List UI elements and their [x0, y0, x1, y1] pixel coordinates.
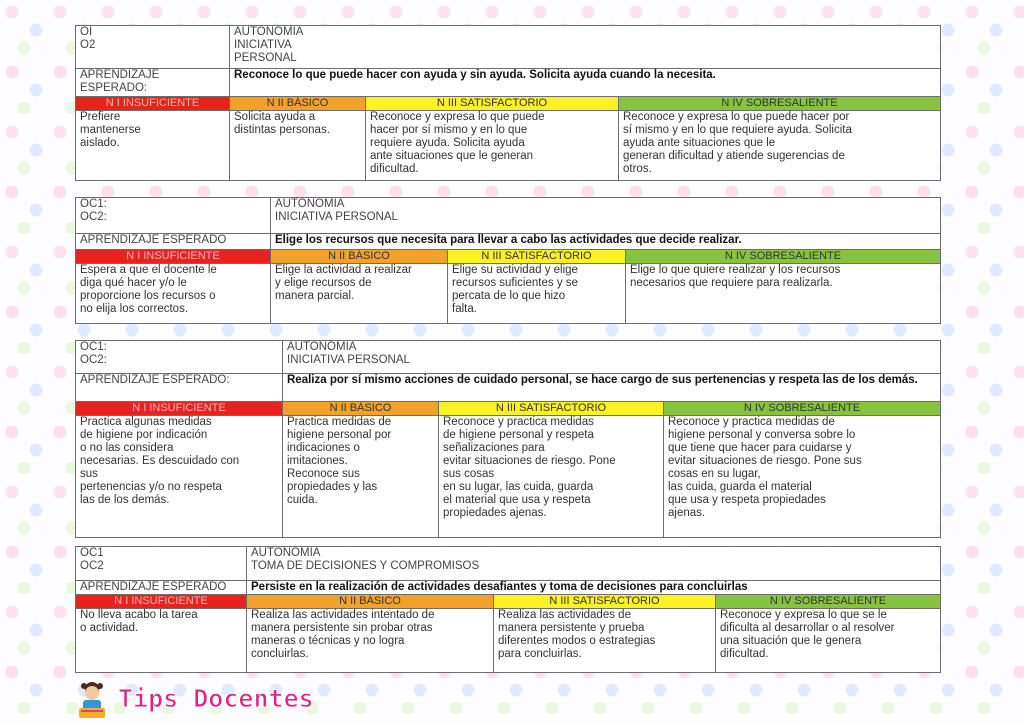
desc-satisfactorio: Elige su actividad y elige recursos suficientes y se percata de lo que hizo falta.	[448, 264, 626, 324]
level-sobresaliente-header: N IV SOBRESALIENTE	[619, 97, 941, 111]
level-insuficiente-header: N I INSUFICIENTE	[76, 97, 230, 111]
aprendizaje-label: APRENDIZAJE ESPERADO:	[76, 69, 230, 97]
level-satisfactorio-header: N III SATISFACTORIO	[494, 595, 716, 609]
aprendizaje-esperado: Persiste en la realización de actividades desafiantes y toma de decisiones para concluirlas	[247, 581, 941, 595]
rubric-table-1	[75, 25, 941, 181]
level-insuficiente-header: N I INSUFICIENTE	[76, 402, 283, 416]
tips-docentes-logo	[72, 680, 332, 720]
desc-basico: Elige la actividad a realizar y elige recursos de manera parcial.	[271, 264, 448, 324]
oc-cell: OC1 OC2	[76, 547, 247, 581]
level-satisfactorio-header: N III SATISFACTORIO	[448, 250, 626, 264]
aprendizaje-label: APRENDIZAJE ESPERADO	[76, 234, 271, 250]
aprendizaje-esperado: Elige los recursos que necesita para llevar a cabo las actividades que decide realizar.	[271, 234, 941, 250]
student-mascot-icon	[72, 680, 112, 720]
area-cell: AUTONOMIA INICIATIVA PERSONAL	[271, 198, 941, 234]
aprendizaje-label: APRENDIZAJE ESPERADO:	[76, 374, 283, 402]
area-cell: AUTONOMIA INICIATIVA PERSONAL	[283, 341, 941, 374]
desc-satisfactorio: Reconoce y practica medidas de higiene personal y respeta señalizaciones para evitar situaciones de riesgo. Pone sus cosas en su lugar, las cuida, guarda el material que usa y respeta propiedades ajenas.	[439, 416, 664, 538]
level-basico-header: N II BÁSICO	[283, 402, 439, 416]
desc-sobresaliente: Reconoce y expresa lo que puede hacer por sí mismo y en lo que requiere ayuda. Solicita ayuda ante situaciones que le generan dificultad y atiende sugerencias de otros.	[619, 111, 941, 181]
level-insuficiente-header: N I INSUFICIENTE	[76, 250, 271, 264]
aprendizaje-esperado: Reconoce lo que puede hacer con ayuda y sin ayuda. Solicita ayuda cuando la necesita.	[230, 69, 941, 97]
desc-basico: Solicita ayuda a distintas personas.	[230, 111, 366, 181]
level-satisfactorio-header: N III SATISFACTORIO	[366, 97, 619, 111]
desc-insuficiente: Prefiere mantenerse aislado.	[76, 111, 230, 181]
desc-satisfactorio: Realiza las actividades de manera persistente y prueba diferentes modos o estrategias para concluirlas.	[494, 609, 716, 673]
level-sobresaliente-header: N IV SOBRESALIENTE	[664, 402, 941, 416]
rubric-table-2	[75, 197, 941, 324]
rubric-table-4	[75, 546, 941, 673]
desc-sobresaliente: Reconoce y expresa lo que se le dificulta al desarrollar o al resolver una situación que le genera dificultad.	[716, 609, 941, 673]
desc-insuficiente: Espera a que el docente le diga qué hacer y/o le proporcione los recursos o no elija los correctos.	[76, 264, 271, 324]
desc-basico: Practica medidas de higiene personal por indicaciones o imitaciones. Reconoce sus propiedades y las cuida.	[283, 416, 439, 538]
desc-sobresaliente: Elige lo que quiere realizar y los recursos necesarios que requiere para realizarla.	[626, 264, 941, 324]
level-sobresaliente-header: N IV SOBRESALIENTE	[626, 250, 941, 264]
desc-insuficiente: Practica algunas medidas de higiene por indicación o no las considera necesarias. Es descuidado con sus pertenencias y/o no respeta las de los demás.	[76, 416, 283, 538]
level-sobresaliente-header: N IV SOBRESALIENTE	[716, 595, 941, 609]
oc-cell: OI O2	[76, 26, 230, 69]
logo-text: Tips Docentes	[118, 684, 314, 713]
level-satisfactorio-header: N III SATISFACTORIO	[439, 402, 664, 416]
level-basico-header: N II BÁSICO	[247, 595, 494, 609]
desc-basico: Realiza las actividades intentado de manera persistente sin probar otras maneras o técnicas y no logra concluirlas.	[247, 609, 494, 673]
level-basico-header: N II BÁSICO	[230, 97, 366, 111]
level-insuficiente-header: N I INSUFICIENTE	[76, 595, 247, 609]
area-cell: AUTONOMIA TOMA DE DECISIONES Y COMPROMISOS	[247, 547, 941, 581]
oc-cell: OC1: OC2:	[76, 341, 283, 374]
desc-satisfactorio: Reconoce y expresa lo que puede hacer por sí mismo y en lo que requiere ayuda. Solicita ayuda ante situaciones que le generan dificultad.	[366, 111, 619, 181]
desc-sobresaliente: Reconoce y practica medidas de higiene personal y conversa sobre lo que tiene que hacer para cuidarse y evitar situaciones de riesgo. Pone sus cosas en su lugar, las cuida, guarda el material que usa y respeta propiedades ajenas.	[664, 416, 941, 538]
rubric-table-3	[75, 340, 941, 538]
aprendizaje-label: APRENDIZAJE ESPERADO	[76, 581, 247, 595]
aprendizaje-esperado: Realiza por sí mismo acciones de cuidado personal, se hace cargo de sus pertenencias y respeta las de los demás.	[283, 374, 941, 402]
oc-cell: OC1: OC2:	[76, 198, 271, 234]
level-basico-header: N II BÁSICO	[271, 250, 448, 264]
desc-insuficiente: No lleva acabo la tarea o actividad.	[76, 609, 247, 673]
area-cell: AUTONOMIA INICIATIVA PERSONAL	[230, 26, 941, 69]
